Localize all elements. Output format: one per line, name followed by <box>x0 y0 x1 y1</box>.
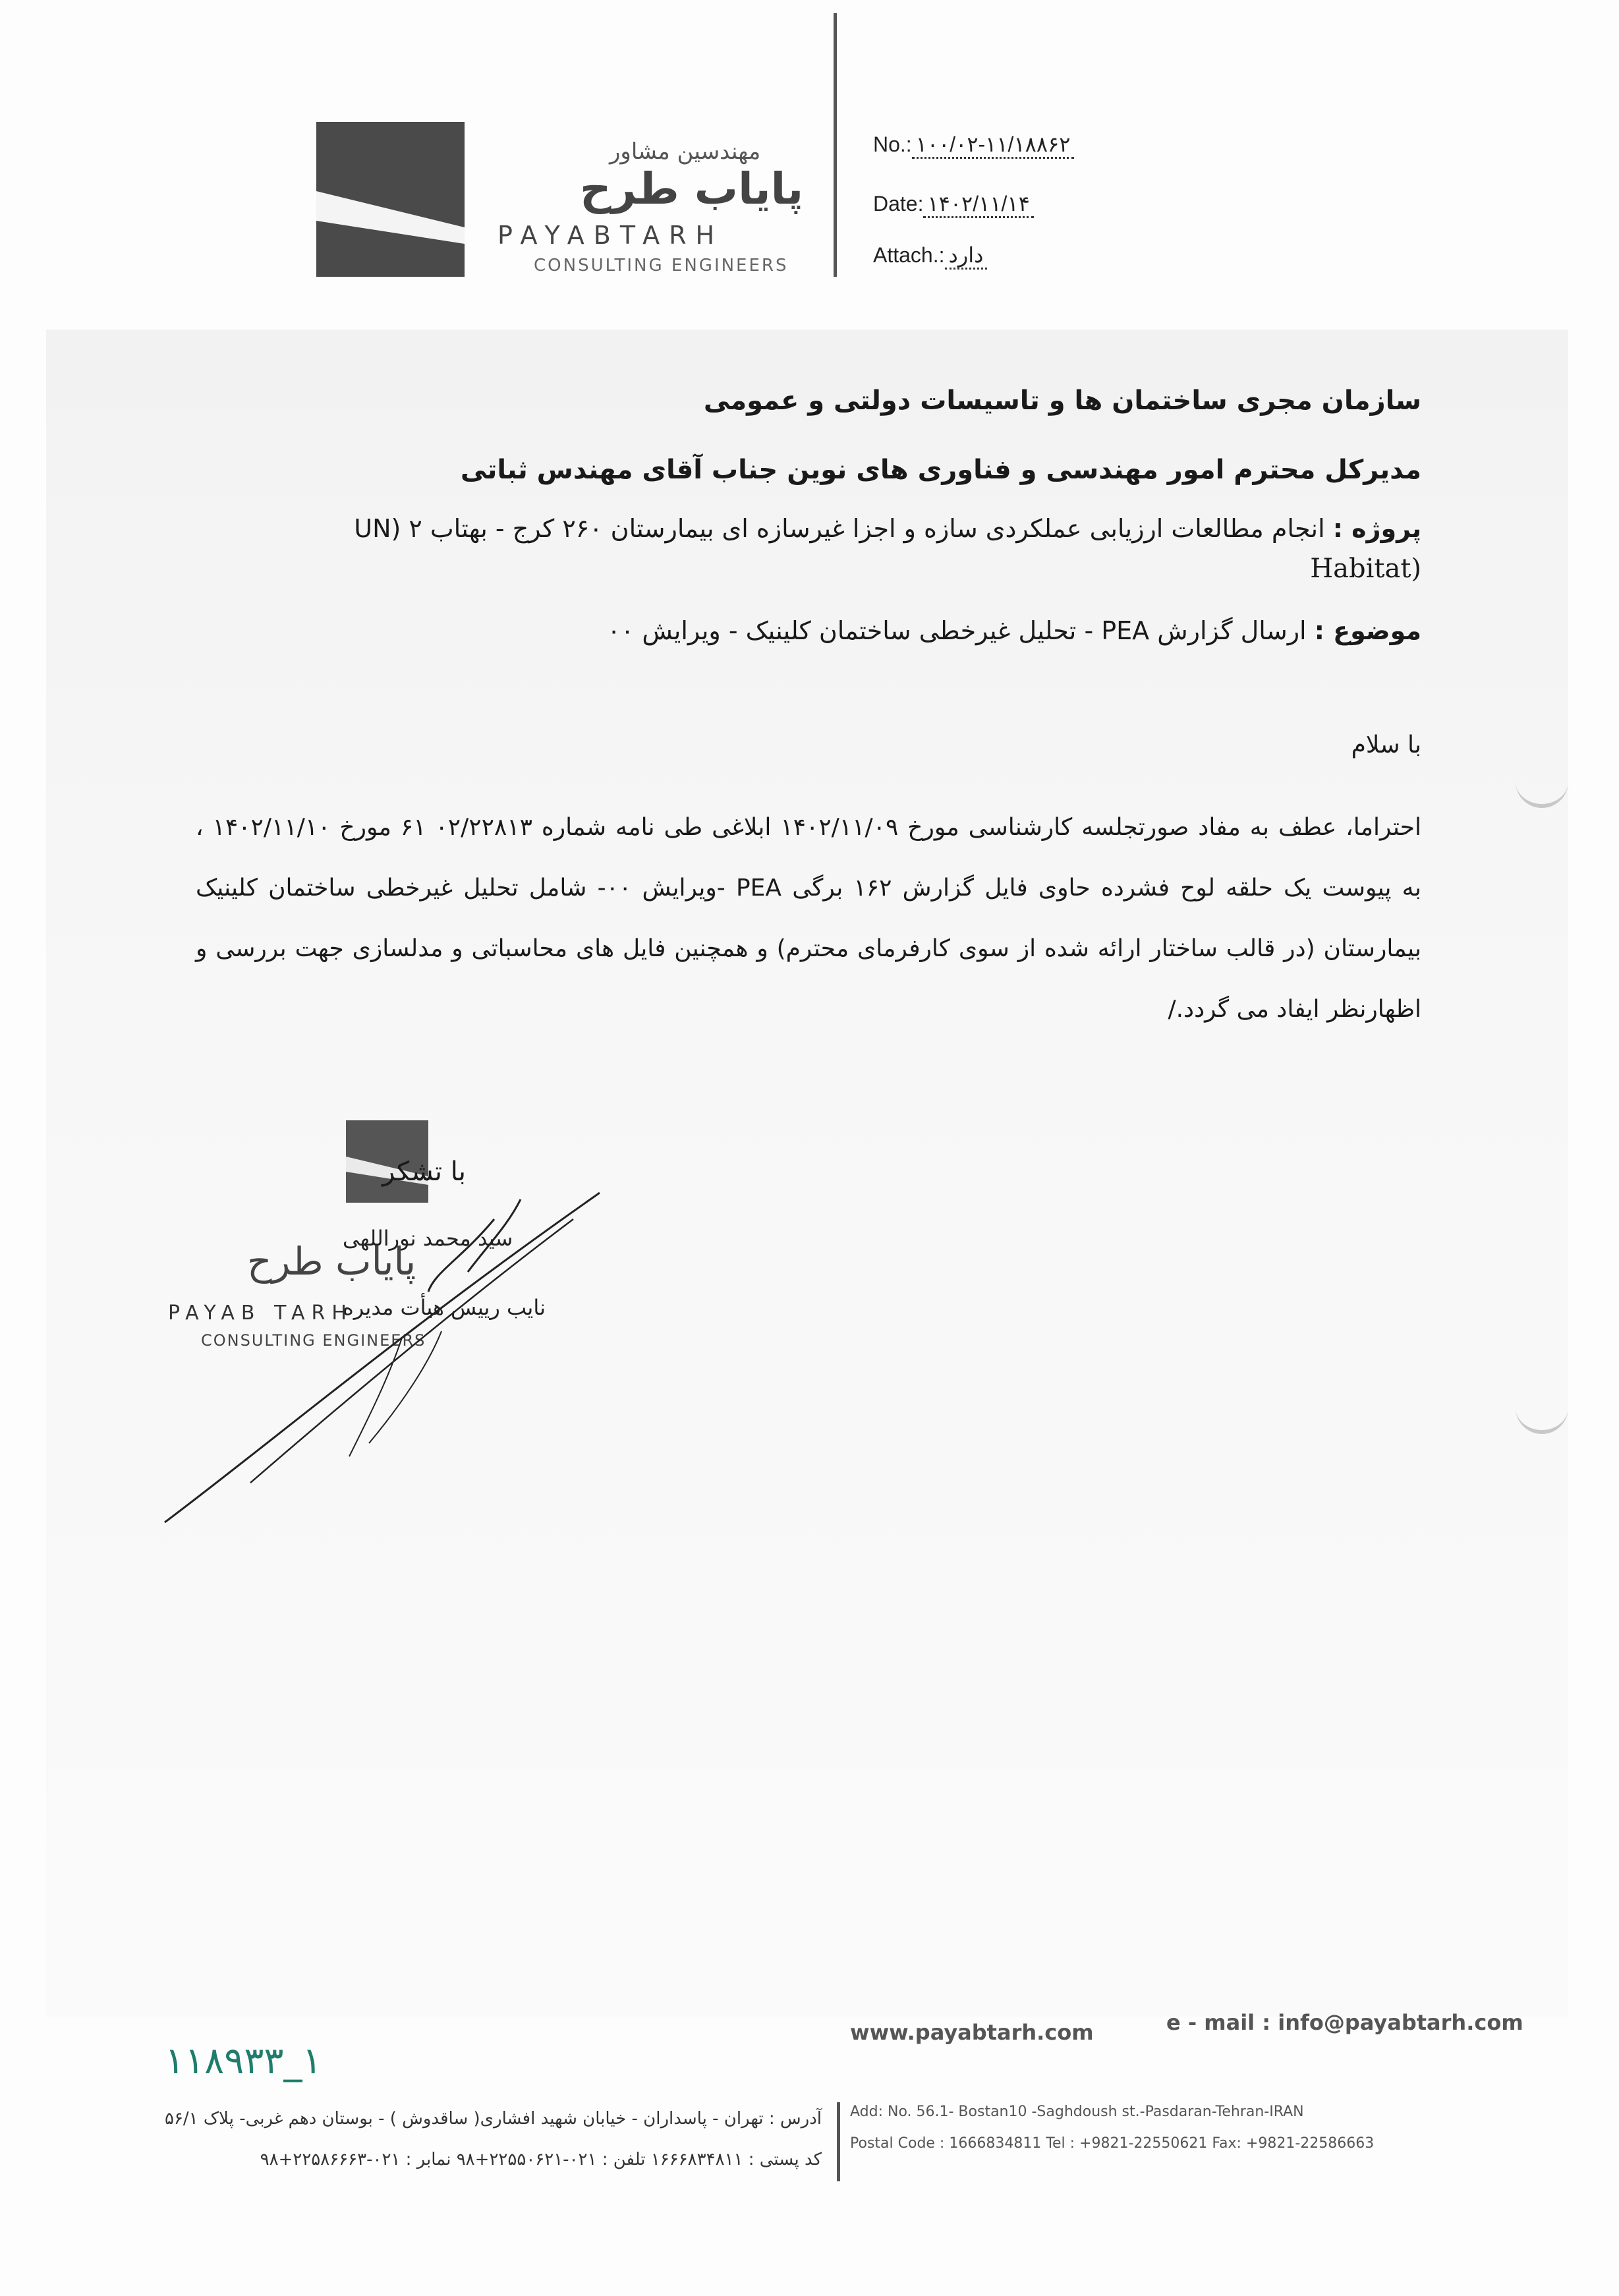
footer-contact-persian: کد پستی : ۱۶۶۶۸۳۴۸۱۱ تلفن : ۰۲۱-۲۲۵۵۰۶۲۱+۹۸ نمابر : ۰۲۱-۲۲۵۸۶۶۶۳+۹۸ <box>260 2150 822 2169</box>
letter-number-row <box>873 132 1074 159</box>
handwritten-reference-number: ۱۱۸۹۳۳_۱ <box>165 2040 322 2082</box>
stamp-persian-name: پایاب طرح <box>247 1239 416 1284</box>
letter-number-label: No.: <box>873 132 912 156</box>
closing-phrase: با تشکر <box>382 1157 467 1187</box>
project-label: پروژه : <box>1332 514 1421 543</box>
letter-number-value: ۱۰۰/۰۲-۱۱/۱۸۸۶۲ <box>912 132 1075 159</box>
letter-attach-value: دارد <box>945 243 988 270</box>
header-divider <box>834 13 837 277</box>
brand-persian-name: پایاب طرح <box>580 163 804 214</box>
signer-name: سید محمد نوراللهی <box>343 1226 513 1251</box>
footer-address-english: Add: No. 56.1- Bostan10 -Saghdoush st.-Pasdaran-Tehran-IRAN <box>850 2104 1304 2120</box>
letter-date-label: Date: <box>873 192 924 215</box>
project-line <box>354 514 1421 543</box>
letter-attach-row <box>873 243 987 270</box>
logo-mark-icon <box>316 122 465 277</box>
footer-website: www.payabtarh.com <box>850 2020 1094 2045</box>
footer-divider <box>837 2102 840 2181</box>
brand-english-name: PAYABTARH <box>497 221 724 250</box>
footer-email: e - mail : info@payabtarh.com <box>1166 2010 1523 2035</box>
project-line-continued: (Habitat <box>1310 554 1421 584</box>
brand-persian-subtitle: مهندسین مشاور <box>610 138 761 165</box>
body-paragraph: احتراما، عطف به مفاد صورتجلسه کارشناسی مورخ ۱۴۰۲/۱۱/۰۹ ابلاغی طی نامه شماره ۰۲/۲۲۸۱۳ ۶۱ مورخ ۱۴۰۲/۱۱/۱۰ ، به پیوست یک حلقه لوح فشرده حاوی فایل گزارش ۱۶۲ برگی PEA -ویرایش ۰۰- شامل تحلیل غیرخطی ساختمان کلینیک بیمارستان (در قالب ساختار ارائه شده از سوی کارفرمای محترم) و همچنین فایل های محاسباتی و مدلسازی جهت بررسی و اظهارنظر ایفاد می گردد./ <box>196 814 1422 1023</box>
brand-english-subtitle: CONSULTING ENGINEERS <box>534 256 789 275</box>
letter-date-value: ۱۴۰۲/۱۱/۱۴ <box>923 191 1033 218</box>
stamp-english-subtitle: CONSULTING ENGINEERS <box>201 1331 426 1350</box>
recipient-person: مدیرکل محترم امور مهندسی و فناوری های نوین جناب آقای مهندس ثباتی <box>460 455 1421 485</box>
stamp-english-name: PAYAB TARH <box>168 1302 353 1325</box>
subject-label: موضوع : <box>1314 616 1421 645</box>
subject-line <box>607 616 1421 645</box>
subject-text: ارسال گزارش PEA - تحلیل غیرخطی ساختمان کلینیک - ویرایش ۰۰ <box>607 616 1307 645</box>
greeting: با سلام <box>1351 732 1421 759</box>
letter-date-row <box>873 191 1034 218</box>
footer-contact-english: Postal Code : 1666834811 Tel : +9821-22550621 Fax: +9821-22586663 <box>850 2135 1375 2152</box>
handwritten-signature <box>152 1180 626 1535</box>
recipient-organization: سازمان مجری ساختمان ها و تاسیسات دولتی و عمومی <box>703 386 1421 416</box>
signer-title: نایب رییس هیأت مدیره <box>343 1295 546 1320</box>
letter-attach-label: Attach.: <box>873 243 945 267</box>
project-text: انجام مطالعات ارزیابی عملکردی سازه و اجزا غیرسازه ای بیمارستان ۲۶۰ کرج - بهتاب ۲ (UN <box>354 514 1325 543</box>
company-logo <box>316 122 465 277</box>
footer-address-persian: آدرس : تهران - پاسداران - خیابان شهید افشاری( ساقدوش ) - بوستان دهم غربی- پلاک ۵۶/۱ <box>164 2109 822 2129</box>
